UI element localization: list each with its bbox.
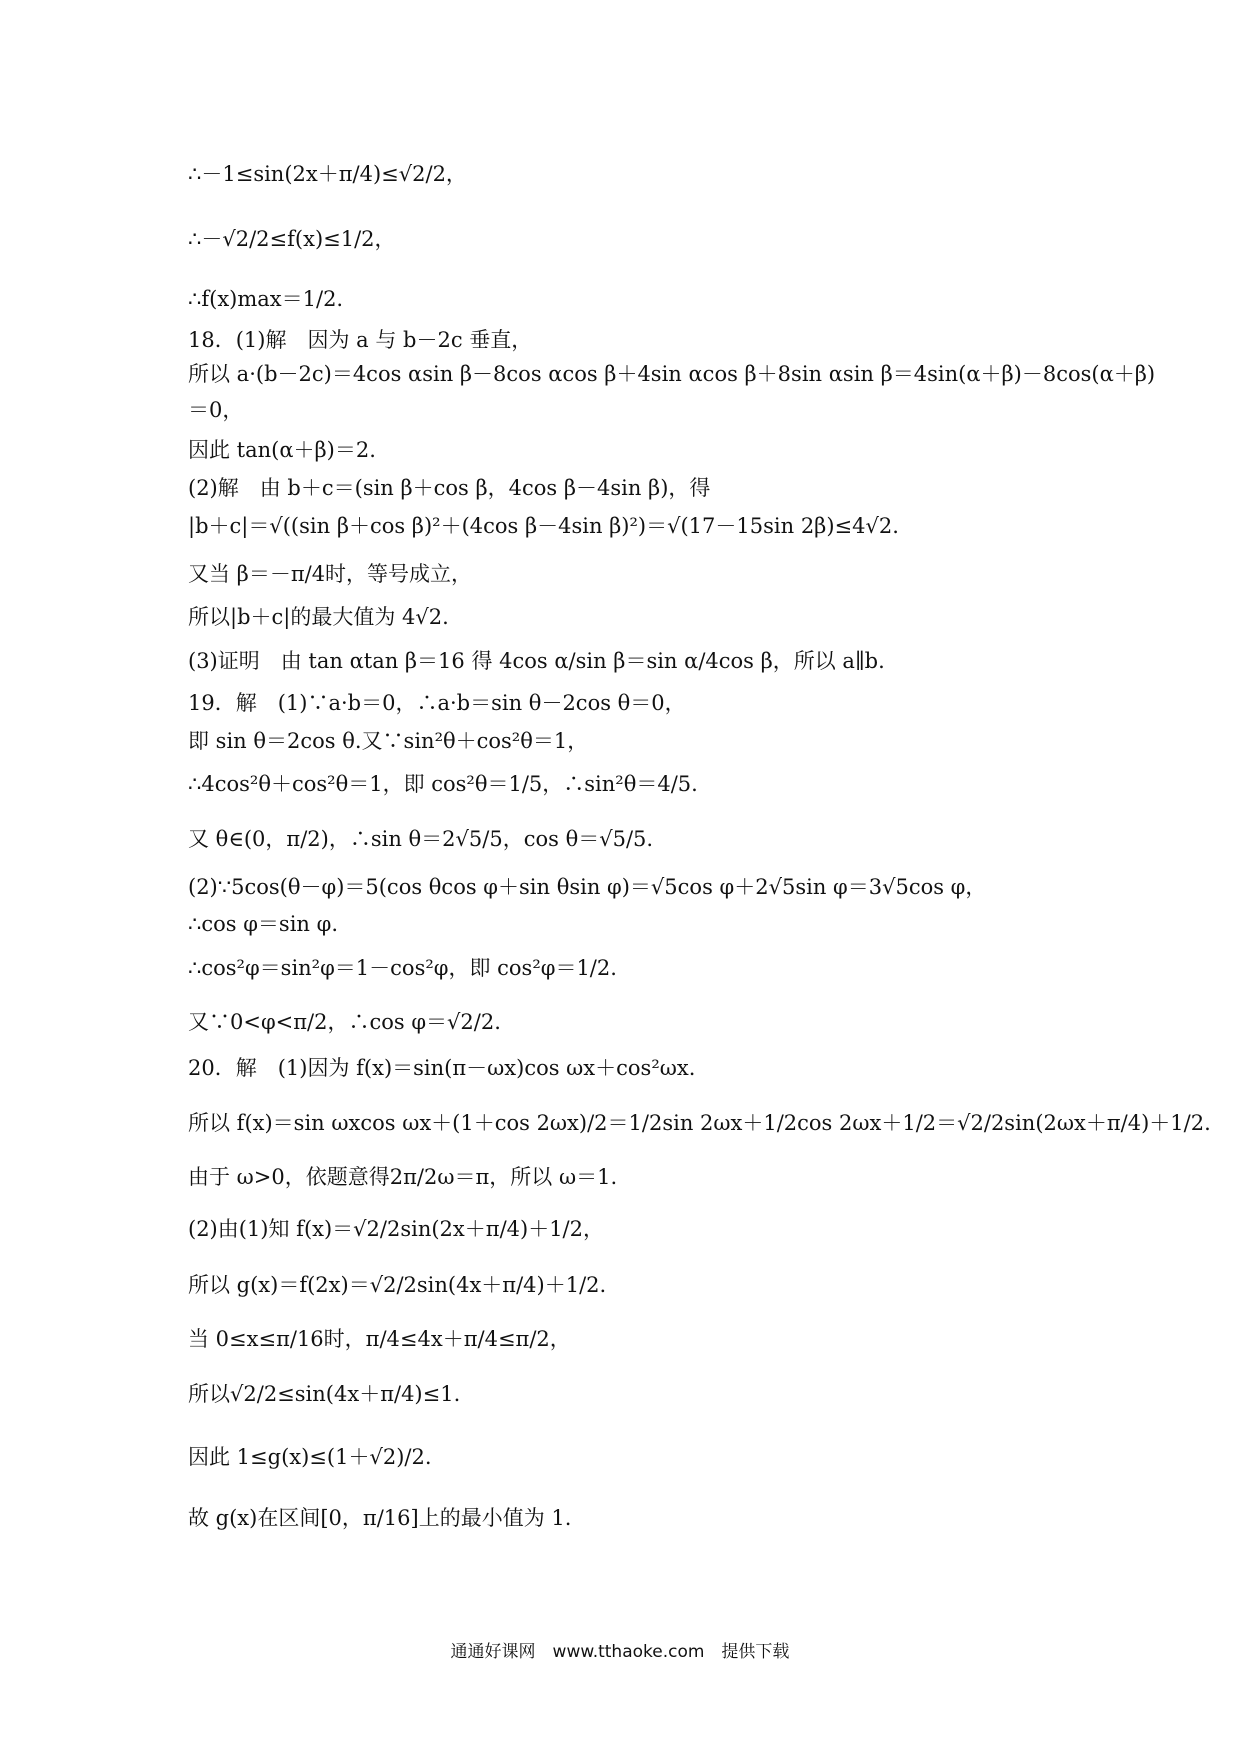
solution-line: ∴f(x)max＝1/2. <box>188 287 344 311</box>
solution-line: 所以√2/2≤sin(4x＋π/4)≤1. <box>188 1382 461 1406</box>
solution-line: 所以 a·(b－2c)＝4cos αsin β－8cos αcos β＋4sin αcos β＋8sin αsin β＝4sin(α＋β)－8cos(α＋β) <box>188 362 1156 386</box>
solution-line: 由于 ω>0，依题意得2π/2ω＝π，所以 ω＝1. <box>188 1165 618 1189</box>
solution-line: 故 g(x)在区间[0，π/16]上的最小值为 1. <box>188 1506 572 1530</box>
solution-line: 又∵0<φ<π/2，∴cos φ＝√2/2. <box>188 1010 501 1034</box>
solution-line: 当 0≤x≤π/16时，π/4≤4x＋π/4≤π/2， <box>188 1327 571 1351</box>
solution-line: ∴－1≤sin(2x＋π/4)≤√2/2， <box>188 162 467 186</box>
footer-credit: 通通好课网 www.tthaoke.com 提供下载 <box>450 1642 790 1662</box>
solution-line: 20．解 (1)因为 f(x)＝sin(π－ωx)cos ωx＋cos²ωx. <box>188 1056 696 1080</box>
solution-line: ∴4cos²θ＋cos²θ＝1，即 cos²θ＝1/5，∴sin²θ＝4/5. <box>188 772 698 796</box>
solution-line: 19．解 (1)∵a·b＝0，∴a·b＝sin θ－2cos θ＝0， <box>188 691 686 715</box>
solution-line: 又 θ∈(0，π/2)，∴sin θ＝2√5/5，cos θ＝√5/5. <box>188 827 654 851</box>
solution-line: 因此 tan(α＋β)＝2. <box>188 438 376 462</box>
solution-line: 所以|b＋c|的最大值为 4√2. <box>188 605 449 629</box>
solution-line: ∴cos φ＝sin φ. <box>188 912 338 936</box>
solution-line: (2)解 由 b＋c＝(sin β＋cos β，4cos β－4sin β)，得 <box>188 476 711 500</box>
solution-line: ＝0， <box>188 398 244 422</box>
solution-line: 即 sin θ＝2cos θ.又∵sin²θ＋cos²θ＝1， <box>188 729 589 753</box>
solution-line: |b＋c|＝√((sin β＋cos β)²＋(4cos β－4sin β)²)＝√(17－15sin 2β)≤4√2. <box>188 514 899 538</box>
solution-line: 18．(1)解 因为 a 与 b－2c 垂直， <box>188 328 533 352</box>
solution-line: 所以 g(x)＝f(2x)＝√2/2sin(4x＋π/4)＋1/2. <box>188 1273 607 1297</box>
solution-line: 又当 β＝－π/4时，等号成立， <box>188 562 473 586</box>
solution-line: ∴cos²φ＝sin²φ＝1－cos²φ，即 cos²φ＝1/2. <box>188 956 617 980</box>
solution-line: 因此 1≤g(x)≤(1＋√2)/2. <box>188 1445 432 1469</box>
solution-line: ∴－√2/2≤f(x)≤1/2， <box>188 227 396 251</box>
solution-line: 所以 f(x)＝sin ωxcos ωx＋(1＋cos 2ωx)/2＝1/2sin 2ωx＋1/2cos 2ωx＋1/2＝√2/2sin(2ωx＋π/4)＋1/2. <box>188 1111 1211 1135</box>
solution-line: (2)∵5cos(θ－φ)＝5(cos θcos φ＋sin θsin φ)＝√5cos φ＋2√5sin φ＝3√5cos φ， <box>188 875 987 899</box>
solution-line: (3)证明 由 tan αtan β＝16 得 4cos α/sin β＝sin α/4cos β，所以 a∥b. <box>188 649 885 673</box>
solution-line: (2)由(1)知 f(x)＝√2/2sin(2x＋π/4)＋1/2， <box>188 1217 604 1241</box>
